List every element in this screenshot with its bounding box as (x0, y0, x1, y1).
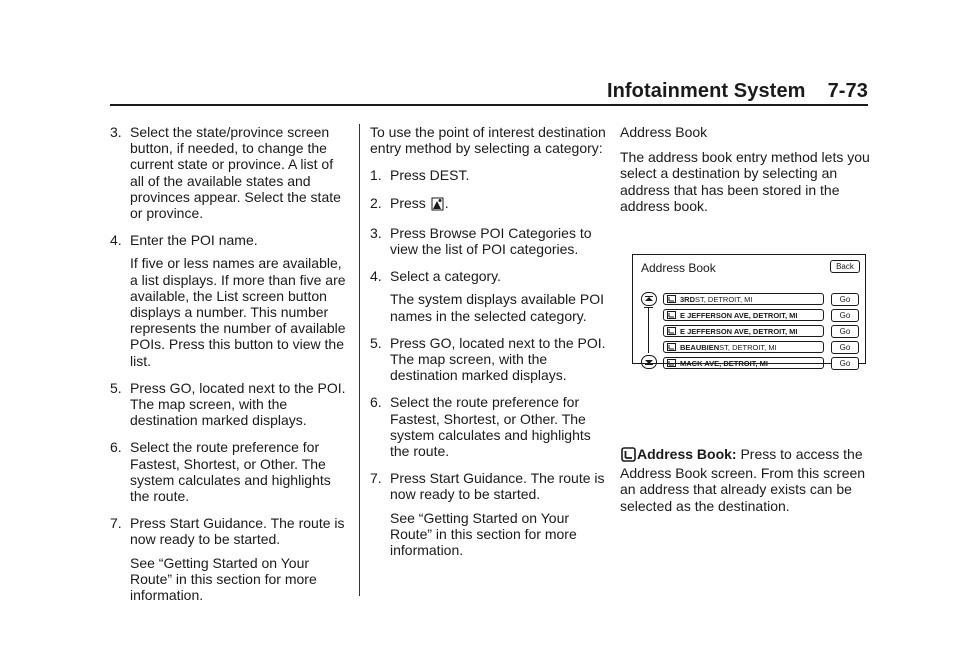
go-button[interactable]: Go (831, 309, 859, 322)
address-book-icon (667, 311, 676, 319)
address-book-icon (667, 359, 676, 367)
address-book-description (620, 446, 870, 514)
address-book-icon (667, 343, 676, 351)
header-rule (110, 104, 868, 106)
scroll-down-button[interactable] (641, 355, 657, 369)
go-button[interactable]: Go (831, 325, 859, 338)
poi-icon (431, 197, 444, 214)
address-book-screen (632, 254, 866, 368)
step-6: 6. Select the route preference for Fastest, Shortest, or Other. The system calculates and highlights the route. (110, 439, 331, 505)
address-entry-1[interactable]: 3RD ST, DETROIT, MI (663, 293, 824, 305)
address-entry-5[interactable]: MACK AVE, DETROIT, MI (663, 357, 824, 369)
step-4: 4. Enter the POI name. (110, 232, 258, 249)
scroll-track[interactable] (648, 307, 649, 353)
step-6: 6. Select the route preference for Fastest, Shortest, or Other. The system calculates and highlights the route. (370, 394, 591, 460)
address-book-label: Address Book: (637, 446, 737, 462)
screen-title: Address Book (641, 261, 716, 275)
go-button[interactable]: Go (831, 357, 859, 370)
step-5: 5. Press GO, located next to the POI. The map screen, with the destination marked displays. (370, 334, 606, 384)
column-3 (620, 124, 870, 225)
address-book-icon (667, 295, 676, 303)
step-7: 7. Press Start Guidance. The route is now ready to be started. (370, 470, 605, 503)
page-number: 7-73 (827, 80, 868, 102)
address-entry-2[interactable]: E JEFFERSON AVE, DETROIT, MI (663, 309, 824, 321)
arrow-down-icon (645, 359, 653, 365)
poi-category-intro: To use the point of interest destination entry method by selecting a category: (370, 124, 606, 157)
address-book-icon (621, 447, 636, 465)
scroll-thumb[interactable] (644, 307, 653, 308)
step-3: 3. Press Browse POI Categories to view the list of POI categories. (370, 224, 592, 258)
step-4-note: The system displays available POI names in the selected category. (390, 291, 604, 324)
scroll-up-button[interactable] (641, 292, 657, 306)
step-7: 7. Press Start Guidance. The route is now ready to be started. (110, 515, 345, 548)
step-7-note: See “Getting Started on Your Route” in this section for more information. (390, 509, 577, 559)
step-7-note: See “Getting Started on Your Route” in this section for more information. (130, 554, 317, 604)
address-book-heading: Address Book (620, 124, 708, 140)
address-entry-3[interactable]: E JEFFERSON AVE, DETROIT, MI (663, 325, 824, 337)
address-book-desc: Press to access the Address Book screen. From this screen an address that already exists can be selected as the destination. (620, 446, 866, 514)
step-3: 3. Select the state/province screen button, if needed, to change the current state or province. A list of all of the available states and provinces appear. Select the state or province. (110, 124, 341, 222)
column-2 (370, 124, 610, 569)
back-button[interactable]: Back (830, 260, 860, 273)
address-book-intro: The address book entry method lets you select a destination by selecting an address that has been stored in the address book. (620, 149, 870, 214)
step-5: 5. Press GO, located next to the POI. The map screen, with the destination marked displays. (110, 379, 346, 429)
section-title: Infotainment System (606, 80, 806, 102)
arrow-up-icon (645, 296, 653, 302)
step-4: 4. Select a category. (370, 268, 502, 285)
go-button[interactable]: Go (831, 293, 859, 306)
page-header (600, 80, 868, 103)
address-entry-4[interactable]: BEAUBIEN ST, DETROIT, MI (663, 341, 824, 353)
step-4-note: If five or less names are available, a list displays. If more than five are available, the List screen button displays a number. This number represents the number of available POIs. Press this button to view the list. (130, 255, 346, 369)
step-1: 1. Press DEST. (370, 167, 470, 184)
step-2: 2. Press . (370, 195, 610, 214)
address-book-icon (667, 327, 676, 335)
go-button[interactable]: Go (831, 341, 859, 354)
column-divider (359, 124, 360, 596)
column-1 (110, 124, 350, 614)
